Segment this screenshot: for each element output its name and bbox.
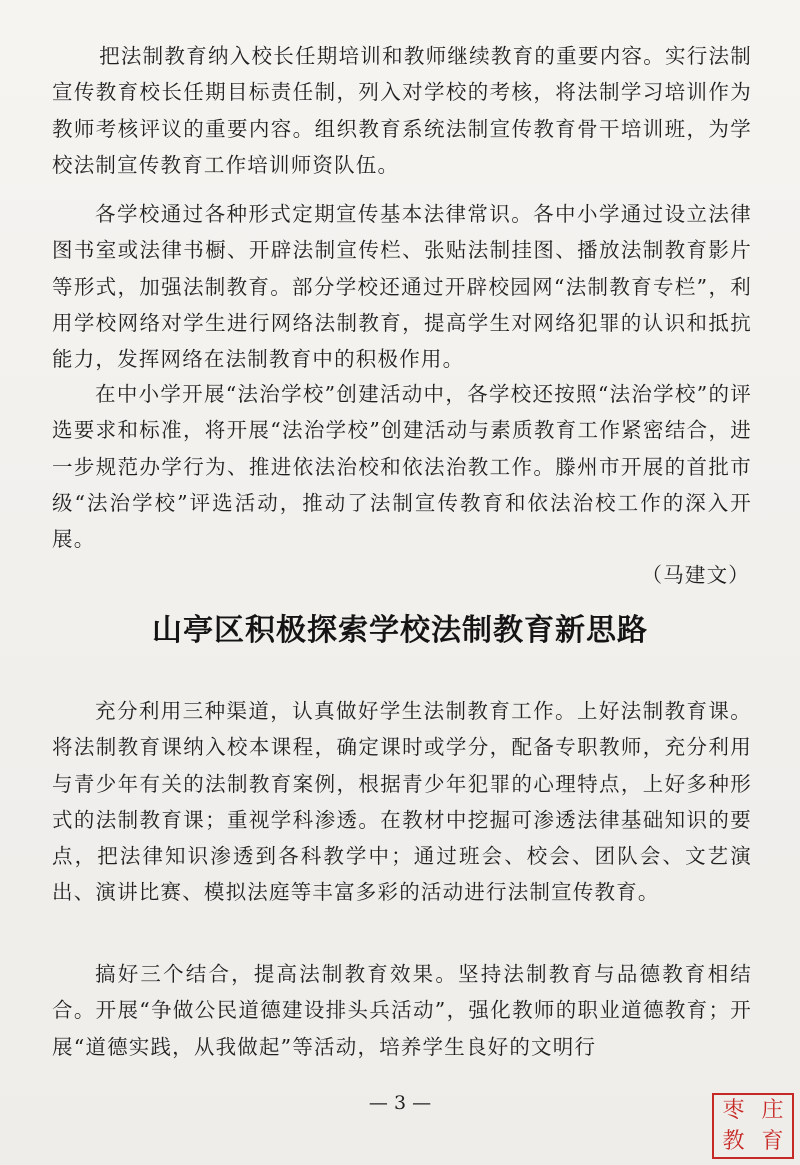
seal-char: 教	[722, 1128, 745, 1154]
author-byline: （马建文）	[641, 563, 750, 588]
article-title: 山亭区积极探索学校法制教育新思路	[152, 613, 648, 648]
paragraph-4: 充分利用三种渠道，认真做好学生法制教育工作。上好法制教育课。将法制教育课纳入校本课程，确定课时或学分，配备专职教师，充分利用与青少年有关的法制教育案例，根据青少年犯罪的心理特点，上好多种形式的法制教育课；重视学科渗透。在教材中挖掘可渗透法律基础知识的要点，把法律知识渗透到各科教学中；通过班会、校会、团队会、文艺演出、演讲比赛、模拟法庭等丰富多彩的活动进行法制宣传教育。	[52, 699, 752, 905]
page-number: — 3 —	[368, 1092, 432, 1114]
red-seal-stamp	[712, 1093, 794, 1159]
paragraph-5: 搞好三个结合，提高法制教育效果。坚持法制教育与品德教育相结合。开展“争做公民道德建设排头兵活动”，强化教师的职业道德教育；开展“道德实践，从我做起”等活动，培养学生良好的文明行	[52, 962, 752, 1059]
seal-char: 育	[761, 1128, 784, 1154]
paragraph-3-text: 在中小学开展“法治学校”创建活动中，各学校还按照“法治学校”的评选要求和标准，将开展“法治学校”创建活动与素质教育工作紧密结合，进一步规范办学行为、推进依法治校和依法治教工作。滕州市开展的首批市级“法治学校”评选活动，推动了法制宣传教育和依法治校工作的深入开展。	[52, 382, 752, 552]
seal-char: 枣	[722, 1097, 745, 1123]
paragraph-1: 把法制教育纳入校长任期培训和教师继续教育的重要内容。实行法制宣传教育校长任期目标责任制，列入对学校的考核，将法制学习培训作为教师考核评议的重要内容。组织教育系统法制宣传教育骨干培训班，为学校法制宣传教育工作培训师资队伍。	[52, 44, 752, 177]
paragraph-2: 各学校通过各种形式定期宣传基本法律常识。各中小学通过设立法律图书室或法律书橱、开辟法制宣传栏、张贴法制挂图、播放法制教育影片等形式，加强法制教育。部分学校还通过开辟校园网“法制教育专栏”，利用学校网络对学生进行网络法制教育，提高学生对网络犯罪的认识和抵抗能力，发挥网络在法制教育中的积极作用。	[52, 202, 752, 372]
paragraph-3	[52, 376, 752, 594]
seal-char: 庄	[761, 1097, 784, 1123]
